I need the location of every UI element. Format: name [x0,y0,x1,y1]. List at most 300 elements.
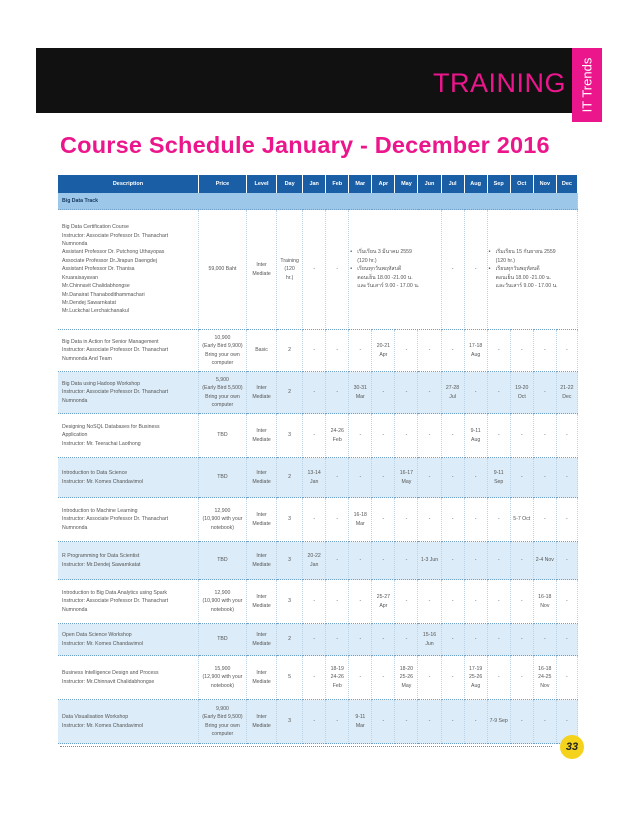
column-header: Apr [372,175,395,193]
month-cell: - [510,624,533,656]
price-line: 12,900 [214,589,231,596]
brand-label: IT Trends [579,57,595,113]
month-cell: - [303,624,326,656]
month-cell: - [303,656,326,700]
level-line: Inter [256,385,267,392]
column-header: Jun [418,175,441,193]
month-cell: 5-7 Oct [510,498,533,542]
month-cell: 25-27 Apr [372,580,395,624]
month-cell: - [464,372,487,414]
price-line: (10,900 with your [202,598,243,605]
column-header: Aug [464,175,487,193]
course-days: 3 [277,498,303,542]
course-description [58,498,198,542]
month-cell: - [533,498,556,542]
month-cell: - [418,498,441,542]
month-cell: - [487,656,510,700]
desc-line: Mr.Dendej Sawarnkatat [62,299,116,306]
month-cell: - [349,542,372,580]
month-cell: - [303,330,326,372]
desc-line: Big Data using Hadoop Workshop [62,380,141,387]
month-cell: - [464,458,487,498]
month-cell: - [372,700,395,744]
month-cell: - [372,542,395,580]
month-cell: - [441,414,464,458]
month-cell: - [556,656,577,700]
course-level [247,624,277,656]
month-cell: - [418,700,441,744]
desc-line: Associate Professor Dr.Jirapun Daengdej [62,257,157,264]
month-cell: - [556,414,577,458]
month-cell: - [326,372,349,414]
schedule-note-line: (120 hr.) [495,257,515,264]
month-cell: - [533,414,556,458]
track-label: Big Data Track [58,193,578,210]
column-header: Day [277,175,303,193]
month-cell: 20-22 Jan [303,542,326,580]
month-cell: - [395,700,418,744]
course-price [198,624,246,656]
month-cell: - [510,414,533,458]
course-price [198,700,246,744]
price-line: 15,900 [214,665,231,672]
month-cell: 17-19 25-26 Aug [464,656,487,700]
month-cell: 13-14 Jan [303,458,326,498]
table-row [58,330,578,372]
month-cell: - [395,498,418,542]
month-cell: - [556,330,577,372]
month-cell: - [510,542,533,580]
month-cell: - [487,330,510,372]
table-row [58,700,578,744]
price-line: (Early Bird 9,500) [202,714,243,721]
month-cell: - [464,700,487,744]
month-cell: - [464,624,487,656]
month-cell: - [418,414,441,458]
price-line: TBD [217,557,228,564]
course-level [247,542,277,580]
level-line: Inter [256,553,267,560]
month-cell: - [395,414,418,458]
desc-line: Numnonda [62,241,88,248]
month-cell: - [326,498,349,542]
desc-line: Instructor: Associate Professor Dr. Thanachart [62,598,169,605]
month-cell: - [487,498,510,542]
month-cell: 15-16 Jun [418,624,441,656]
desc-line: Instructor: Associate Professor Dr. Thanachart [62,516,169,523]
month-cell: - [556,542,577,580]
month-cell: 16-18 Mar [349,498,372,542]
price-line: (10,900 with your [202,516,243,523]
course-description [58,624,198,656]
course-days: 3 [277,580,303,624]
month-cell: - [372,414,395,458]
month-cell: - [326,458,349,498]
month-cell: - [487,372,510,414]
month-cell: - [303,700,326,744]
course-description [58,372,198,414]
course-level [247,330,277,372]
month-cell: - [556,580,577,624]
month-cell: - [349,458,372,498]
month-cell: - [464,498,487,542]
column-header: Description [58,175,198,193]
course-description [58,580,198,624]
month-cell: - [349,624,372,656]
schedule-note-line: • เรียนทุกวันพฤหัสบดี [350,266,402,273]
month-cell: 9-11 Mar [349,700,372,744]
month-cell: - [303,414,326,458]
table-header-row [58,175,578,193]
desc-line: Introduction to Big Data Analytics using Spark [62,589,167,596]
course-price [198,330,246,372]
level-line: Inter [256,632,267,639]
month-cell: - [556,458,577,498]
table-row [58,542,578,580]
course-price [198,498,246,542]
month-cell: - [487,542,510,580]
month-cell: - [349,330,372,372]
month-cell: - [395,580,418,624]
column-header: Jul [441,175,464,193]
course-days: 2 [277,330,303,372]
month-cell: 9-11 Sep [487,458,510,498]
section-title: TRAINING [432,68,566,98]
schedule-note-line: และวันเสาร์ 9.00 - 17.00 น. [495,283,558,290]
price-line: 5,900 [215,376,229,383]
month-cell: - [418,330,441,372]
price-line: (Early Bird 9,900) [202,343,243,350]
price-line: 10,900 [214,334,231,341]
course-price [198,580,246,624]
column-header: Jan [303,175,326,193]
day-line: Training [280,257,299,264]
course-description [58,330,198,372]
course-level [247,210,277,330]
course-description [58,542,198,580]
table-row [58,656,578,700]
desc-line: R Programming for Data Scientist [62,553,140,560]
month-cell: - [510,656,533,700]
desc-line: Instructor: Mr.Chinnavit Chalidabhongse [62,678,155,685]
level-line: Inter [256,714,267,721]
column-header: Oct [510,175,533,193]
course-price [198,372,246,414]
month-cell: - [326,580,349,624]
month-cell: 18-19 24-26 Feb [326,656,349,700]
schedule-note-line: • เริ่มเรียน 15 กันยายน 2559 [488,249,556,256]
month-cell: 19-20 Oct [510,372,533,414]
level-line: Mediate [252,270,271,277]
desc-line: Instructor: Mr. Komes Chandavimol [62,640,144,647]
level-line: Inter [256,670,267,677]
course-price [198,542,246,580]
month-cell: - [326,330,349,372]
schedule-note-line: ตอนเย็น 18.00 -21.00 น. [357,274,413,281]
month-cell: - [487,624,510,656]
month-cell: - [556,700,577,744]
month-cell: - [510,700,533,744]
course-description [58,458,198,498]
month-cell: - [372,498,395,542]
month-cell: - [510,330,533,372]
level-line: Inter [256,428,267,435]
price-line: Bring your own [205,722,240,729]
price-line: 9,900 [215,705,229,712]
desc-line: Designing NoSQL Databases for Business [62,423,160,430]
month-cell: 2-4 Nov [533,542,556,580]
month-cell: - [303,372,326,414]
month-cell: - [441,624,464,656]
month-cell: 1-3 Jun [418,542,441,580]
month-cell: - [395,624,418,656]
level-line: Mediate [252,478,271,485]
course-days: 3 [277,700,303,744]
course-days: 3 [277,542,303,580]
month-cell: - [533,458,556,498]
month-cell: - [326,542,349,580]
schedule-note-march [349,210,441,330]
desc-line: Introduction to Data Science [62,470,128,477]
course-level [247,458,277,498]
month-cell: 30-31 Mar [349,372,372,414]
month-cell: - [464,542,487,580]
course-price [198,414,246,458]
month-cell: - [349,414,372,458]
month-cell-aug: - [464,210,487,330]
month-cell: - [533,372,556,414]
month-cell: - [510,458,533,498]
level-line: Inter [256,262,267,269]
track-row [58,193,578,210]
course-days: 2 [277,458,303,498]
desc-line: Mr.Chinnavit Chalidabhongse [62,283,130,290]
price-line: (Early Bird 5,500) [202,385,243,392]
desc-line: Instructor: Associate Professor Dr. Thanachart [62,347,169,354]
month-cell: - [395,372,418,414]
month-cell: 27-28 Jul [441,372,464,414]
month-cell: 16-18 24-25 Nov [533,656,556,700]
month-cell: 9-11 Aug [464,414,487,458]
desc-line: Kruaraisayavan [62,274,99,281]
course-description [58,656,198,700]
desc-line: Instructor: Mr. Komes Chandavimol [62,722,144,729]
level-line: Mediate [252,393,271,400]
course-level [247,580,277,624]
month-cell: - [303,498,326,542]
month-cell: - [418,580,441,624]
schedule-note-line: (120 hr.) [357,257,377,264]
month-cell: - [372,372,395,414]
table-row [58,210,578,330]
table-row [58,414,578,458]
schedule-note-september [487,210,577,330]
month-cell: - [418,458,441,498]
page-title: Course Schedule January - December 2016 [60,132,550,158]
month-cell: 16-18 Nov [533,580,556,624]
course-price [198,656,246,700]
level-line: Mediate [252,678,271,685]
price-line: (12,900 with your [202,674,243,681]
day-line: (120 [284,266,295,273]
desc-line: Assistant Professor Dr. Putchong Uthayopas [62,249,165,256]
month-cell: - [418,372,441,414]
desc-line: Introduction to Machine Learning [62,507,138,514]
month-cell: 21-22 Dec [556,372,577,414]
price-line: TBD [217,474,228,481]
column-header: Feb [326,175,349,193]
price-line: computer [211,401,234,408]
desc-line: Numnonda [62,606,88,613]
month-cell: - [533,330,556,372]
month-cell: - [372,458,395,498]
level-line: Mediate [252,640,271,647]
course-days: 3 [277,414,303,458]
course-description [58,210,198,330]
table-row [58,624,578,656]
month-cell: - [487,414,510,458]
column-header: Price [198,175,246,193]
desc-line: Business Intelligence Design and Process [62,670,159,677]
desc-line: Mr.Danairat Thanabodithammachari [62,291,145,298]
month-cell: - [441,580,464,624]
level-line: Mediate [252,561,271,568]
course-days [277,210,303,330]
month-cell: - [441,542,464,580]
desc-line: Instructor: Mr. Teerachai Laothong [62,440,141,447]
month-cell: - [441,656,464,700]
month-cell: - [441,700,464,744]
course-level [247,414,277,458]
level-line: Basic [255,347,268,354]
desc-line: Mr.Luckchai Lerchaichanakul [62,308,129,315]
schedule-note-line: และวันเสาร์ 9.00 - 17.00 น. [357,283,420,290]
price-line: notebook) [210,682,234,689]
desc-line: Assistant Professor Dr. Thanisa [62,266,135,273]
month-cell: 20-21 Apr [372,330,395,372]
desc-line: Application [62,432,88,439]
desc-line: Numnonda And Team [62,355,112,362]
brand-tab [572,48,602,122]
level-line: Inter [256,470,267,477]
schedule-note-line: • เรียนทุกวันพฤหัสบดี [488,266,540,273]
desc-line: Data Visualisation Workshop [62,714,129,721]
level-line: Inter [256,594,267,601]
desc-line: Instructor: Mr.Dendej Sawarnkatat [62,561,141,568]
level-line: Mediate [252,520,271,527]
month-cell: - [326,700,349,744]
column-header: Level [247,175,277,193]
price-line: TBD [217,636,228,643]
month-cell: - [510,580,533,624]
course-description [58,414,198,458]
column-header: Dec [556,175,577,193]
price-line: notebook) [210,606,234,613]
price-line: computer [211,359,234,366]
course-price: 59,000 Baht [198,210,246,330]
level-line: Mediate [252,722,271,729]
price-line: Bring your own [205,351,240,358]
column-header: May [395,175,418,193]
course-days: 5 [277,656,303,700]
month-cell-jul: - [441,210,464,330]
month-cell: - [418,656,441,700]
course-level [247,372,277,414]
course-schedule-table [58,175,578,744]
month-cell: - [556,498,577,542]
level-line: Mediate [252,602,271,609]
price-line: 12,900 [214,507,231,514]
column-header: Nov [533,175,556,193]
schedule-note-line: • เริ่มเรียน 3 มีนาคม 2559 [350,249,412,256]
month-cell-jan: - [303,210,326,330]
table-row [58,580,578,624]
month-cell: 7-9 Sep [487,700,510,744]
month-cell: 17-18 Aug [464,330,487,372]
month-cell: - [303,580,326,624]
month-cell: - [395,542,418,580]
table-row [58,458,578,498]
price-line: notebook) [210,524,234,531]
desc-line: Instructor: Associate Professor Dr. Thanachart [62,232,169,239]
course-price [198,458,246,498]
course-days: 2 [277,624,303,656]
table-row [58,372,578,414]
course-level [247,498,277,542]
header-band [36,48,602,113]
course-level [247,700,277,744]
page-number-badge: 33 [560,735,584,759]
course-days: 2 [277,372,303,414]
price-line: TBD [217,432,228,439]
desc-line: Big Data in Action for Senior Management [62,338,159,345]
desc-line: Big Data Certification Course [62,224,129,231]
month-cell-feb: - [326,210,349,330]
course-level [247,656,277,700]
month-cell: - [441,330,464,372]
month-cell: 24-26 Feb [326,414,349,458]
month-cell: 16-17 May [395,458,418,498]
course-description [58,700,198,744]
month-cell: - [441,498,464,542]
month-cell: - [464,580,487,624]
month-cell: - [441,458,464,498]
month-cell: - [372,656,395,700]
month-cell: - [395,330,418,372]
desc-line: Open Data Science Workshop [62,632,132,639]
month-cell: - [349,580,372,624]
month-cell: - [533,700,556,744]
month-cell: - [533,624,556,656]
level-line: Mediate [252,436,271,443]
month-cell: 18-20 25-26 May [395,656,418,700]
column-header: Sep [487,175,510,193]
day-line: hr.) [285,274,294,281]
month-cell: - [349,656,372,700]
level-line: Inter [256,512,267,519]
column-header: Mar [349,175,372,193]
schedule-note-line: ตอนเย็น 18.00 -21.00 น. [495,274,552,281]
month-cell: - [326,624,349,656]
price-line: computer [211,730,234,737]
desc-line: Instructor: Mr. Komes Chandavimol [62,478,144,485]
table-row [58,498,578,542]
month-cell: - [487,580,510,624]
month-cell: - [556,624,577,656]
desc-line: Numnonda [62,524,88,531]
desc-line: Instructor: Associate Professor Dr. Thanachart [62,389,169,396]
month-cell: - [372,624,395,656]
